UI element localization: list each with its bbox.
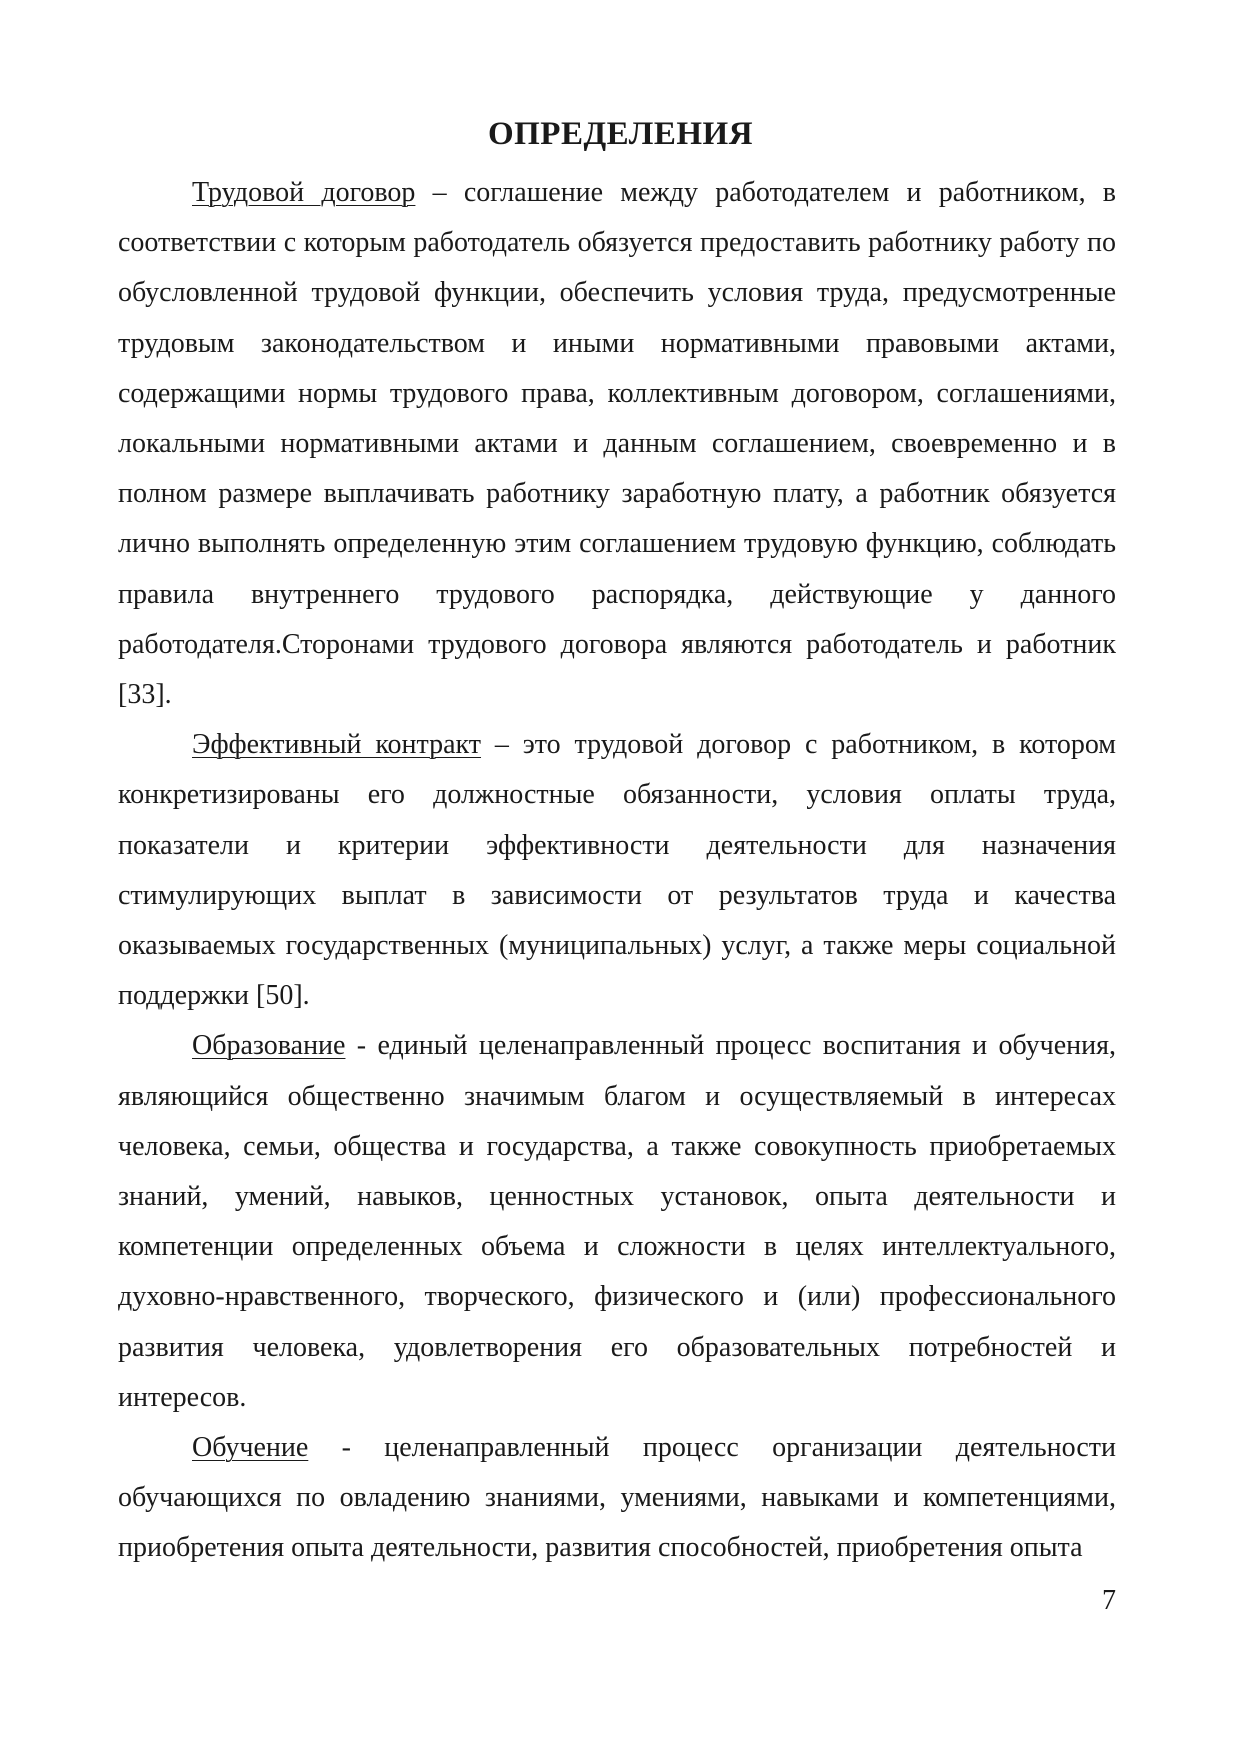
term-labor-contract: Трудовой договор	[192, 177, 416, 208]
definitions-body	[118, 168, 1116, 1574]
definition-paragraph-education	[118, 1021, 1116, 1423]
term-education: Образование	[192, 1030, 346, 1062]
page-title: ОПРЕДЕЛЕНИЯ	[487, 116, 754, 152]
definition-text-effective-contract: – это трудовой договор с работником, в котором конкретизированы его должностные обязанности, условия оплаты труда, показатели и критерии эффективности деятельности для назначения стимулирующих выплат в зависимости от результатов труда и качества оказываемых государственных (муниципальных) услуг, а также меры социальной поддержки [50].	[118, 729, 1117, 1012]
page-number: 7	[1102, 1585, 1116, 1616]
definition-paragraph-labor-contract	[118, 168, 1116, 720]
term-effective-contract: Эффективный контракт	[192, 729, 482, 761]
definition-paragraph-training	[118, 1423, 1116, 1574]
term-training: Обучение	[192, 1432, 309, 1464]
definition-text-education: - единый целенаправленный процесс воспитания и обучения, являющийся общественно значимым благом и осуществляемый в интересах человека, семьи, общества и государства, а также совокупность приобретаемых знаний, умений, навыков, ценностных установок, опыта деятельности и компетенции определенных объема и сложности в целях интеллектуального, духовно-нравственного, творческого, физического и (или) профессионального развития человека, удовлетворения его образовательных потребностей и интересов.	[118, 1030, 1116, 1413]
definition-text-training: - целенаправленный процесс организации деятельности обучающихся по овладению знаниями, умениями, навыками и компетенциями, приобретения опыта деятельности, развития способностей, приобретения опыта	[118, 1432, 1116, 1564]
definition-paragraph-effective-contract	[118, 720, 1116, 1021]
definition-text-labor-contract: – соглашение между работодателем и работником, в соответствии с которым работодатель обязуется предоставить работнику работу по обусловленной трудовой функции, обеспечить условия труда, предусмотренные трудовым законодательством и иными нормативными правовыми актами, содержащими нормы трудового права, коллективным договором, соглашениями, локальными нормативными актами и данным соглашением, своевременно и в полном размере выплачивать работнику заработную плату, а работник обязуется лично выполнять определенную этим соглашением трудовую функцию, соблюдать правила внутреннего трудового распорядка, действующие у данного работодателя.Сторонами трудового договора являются работодатель и работник [33].	[118, 177, 1116, 711]
